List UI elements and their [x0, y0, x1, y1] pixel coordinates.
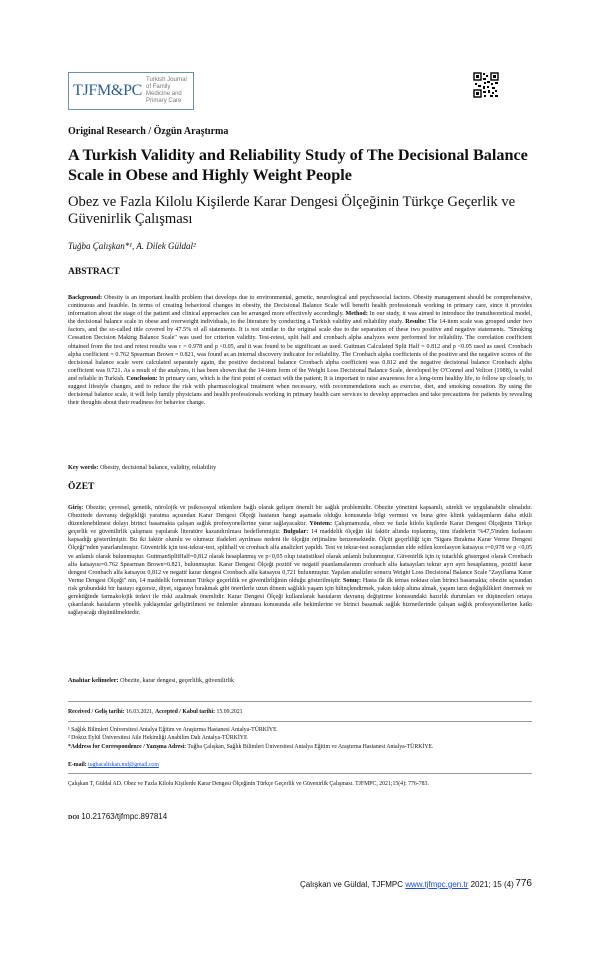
ozet-body	[68, 504, 532, 617]
footer	[300, 880, 532, 889]
divider	[68, 721, 532, 722]
giris-label: Giriş:	[68, 505, 84, 511]
keywords-tr	[68, 677, 234, 684]
giris-text: Obezite; çevresel, genetik, nörolojik ve psikososyal etkenlere bağlı olarak gelişen önemli bir sağlık problemidir. Obezite yönetimi kapsamlı, sürekli ve uygulanabilir olmalıdır. Obezitede davranış değişikliği yaratma açısından Karar Dengesi Ölçeği hastanın hangi aşamada olduğu konusunda bilgi vermesi ve buna göre klinik yaklaşımların daha etkili düzenlenebilmesi dolayı birinci basamakta çalışan sağlık profesyonellerine yarar sağlayacaktır.	[68, 505, 532, 528]
bulgular-label: Bulgular:	[283, 529, 309, 536]
email-link[interactable]: tugbacaliskan.md@gmail.com	[88, 762, 159, 768]
correspondence-text: Tuğba Çalışkan, Sağlık Bilimleri Üniversitesi Antalya Eğitim ve Araştırma Hastanesi Antalya-TÜRKİYE.	[187, 744, 434, 750]
affiliation-2: ² Dokuz Eylül Üniversitesi Aile Hekimliği Anabilim Dalı Antalya-TÜRKİYE	[68, 735, 248, 741]
email-label: E-mail:	[68, 762, 87, 768]
sonuc-label: Sonuç:	[343, 577, 361, 584]
page-number: 776	[515, 878, 532, 889]
results-label: Results:	[405, 319, 427, 326]
title-english: A Turkish Validity and Reliability Study of The Decisional Balance Scale in Obese and Highly Weight People	[68, 146, 528, 184]
keywords-text: Obesity, decisional balance, validity, reliability	[99, 464, 217, 471]
keywords-label: Key words:	[68, 464, 99, 471]
authors: Tuğba Çalışkan*¹, A. Dilek Güldal²	[68, 241, 196, 251]
correspondence	[68, 744, 532, 752]
received-label: Received / Geliş tarihi:	[68, 709, 125, 715]
title-turkish: Obez ve Fazla Kilolu Kişilerde Karar Dengesi Ölçeğinin Türkçe Geçerlik ve Güvenirlik Çalışması	[68, 194, 516, 227]
logo-subtitle: Turkish Journal of Family Medicine and Primary Care	[146, 77, 187, 104]
doi-value[interactable]: 10.21763/tjfmpc.897814	[81, 812, 168, 821]
logo-brand: TJFM&PC	[73, 82, 143, 99]
abstract-body	[68, 294, 532, 407]
yontem-label: Yöntem:	[309, 521, 333, 528]
article-type: Original Research / Özgün Araştırma	[68, 126, 229, 137]
correspondence-label: *Address for Correspondence / Yazışma Adresi:	[68, 744, 187, 750]
keywords-en	[68, 464, 216, 471]
accepted-label: Accepted / Kabul tarihi:	[154, 709, 216, 715]
sonuc-text: Hasta ile ilk temas noktası olan birinci basamakta; obezite açısından risk grubundaki bir hastayı egzersiz, diyet, sigarayı bırakmak gibi önerilerle uzun dönem sağlıklı yaşam için bilinçlendirmek, yakın takip altına almak, yaşam tarzı değişiklikleri önermek ve gerektiğinde farmakolojik tedavi ile riski azaltmak önemlidir. Karar Dengesi Ölçeği kullanılarak hastaların davranış değiştirme konusundaki hazırlık durumları ve düşünceleri ortaya çıkarılarak hastaların yönelik yaklaşımlar geliştirilmesi ve önlemler alınması konusunda aile hekimlerine ve birinci basamak sağlık hizmetlerinde çalışan sağlık profesyonellerine katkı sağlayacağı düşünülmektedir.	[68, 577, 532, 617]
dates	[68, 709, 532, 717]
background-text: Obesity is an important health problem that develops due to environmental, genetic, neurological and psychosocial factors. Obesity management should be comprehensive, continuous and feasible. In terms of creating behavioral changes in obesity, the Decisional Balance Scale will benefit health professionals working in primary care, since it provides information about the stage of the patient and clinical approaches can be arranged more effectively accordingly.	[68, 295, 532, 318]
divider	[68, 701, 532, 702]
method-text: In our study, it was aimed to introduce the transtheoretical model, the decisional balance scale in obese and overweight individuals, to the literature by conducting a Turkish validity and reliability study.	[68, 311, 532, 326]
results-text: The 14-item scale was grouped under two factors, and the so-called title covered by 47.5% of all statements. It is not similar to the original scale due to the separation of these two positive and negative statements. "Smoking Cessation Decision Making Balance Scale" was used for criterion validity. Test-retest, split half and cronbach alpha analyzes were performed for reliability. The correlation coefficient obtained from the test and retest results was r = 0.978 and p <0.05, and it was found to be significant as used. Guttman Calculated Split Half = 0.812 and p <0.05 used as used. Cronbach alpha coefficient = 0.762 Spearman Brown = 0.821, was found as an internal discovery indicator for reliability. The Cronbach alpha coefficients of the positive and the negative scores of the decisional balance scale were calculated separately again, the positive decisional balance Cronbach alpha coefficient was 0.812 and the negative decisional balance Cronbach alpha coefficient was 0.721. As a result of the analyzes, it has been shown that the 14-item form of the Weight Loss Decisional Balance Scale, developed by O'Connel and Velicer (1988), is valid and reliable in Turkish.	[68, 319, 532, 382]
received-date: 16.03.2021,	[125, 709, 154, 715]
email	[68, 762, 532, 770]
footer-prefix: Çalışkan ve Güldal, TJFMPC	[300, 880, 403, 889]
accepted-date: 15.09.2021	[216, 709, 243, 715]
citation: Çalışkan T, Güldal AD. Obez ve Fazla Kilolu Kişilerde Karar Dengesi Ölçeğinin Türkçe Geçerlik ve Güvenirlik Çalışması. TJFMPC, 2021;15(4): 776-783.	[68, 781, 429, 787]
background-label: Background:	[68, 295, 103, 301]
anahtar-text: Obezite, karar dengesi, geçerlilik, güvenilirlik	[120, 677, 235, 684]
qr-code-icon	[473, 72, 499, 98]
divider	[68, 773, 532, 774]
yontem-text: Çalışmamızda, obez ve fazla kilolu kişilerde Karar Dengesi Ölçeğinin Türkçe geçerlik ve güvenilirlik çalışması yapılarak literatüre kazandırılması hedeflenmiştir.	[68, 521, 532, 536]
anahtar-label: Anahtar kelimeler:	[68, 677, 119, 684]
journal-logo	[68, 72, 194, 110]
doi	[68, 812, 167, 821]
footer-suffix: 2021; 15 (4)	[470, 880, 514, 889]
conclusion-text: In primary care, which is the first point of contact with the patient; It is important to raise awareness for a long-term healthy life, to follow up closely, to suggest lifestyle changes, and to reduce the risk with pharmacological treatment when necessary, with recommendations such as exercise, diet, and smoking cessation. By using the decisional balance scale, it will help family physicians and health professionals working in primary health care services to develop approaches and take precautions for patients by revealing their thoughts about their readiness for behavior change.	[68, 375, 532, 407]
ozet-heading: ÖZET	[68, 482, 95, 492]
doi-label: DOI	[68, 815, 80, 821]
method-label: Method:	[345, 311, 368, 318]
affiliation-1: ¹ Sağlık Bilimleri Üniversitesi Antalya Eğitim ve Araştırma Hastanesi Antalya-TÜRKİYE	[68, 727, 277, 733]
bulgular-text: 14 maddelik ölçeğin iki faktör altında toplanmış, tüm ifadelerin %47,5'inden fazlasını kapsadığı gösterilmiştir. Bu iki faktör olumlu ve olumsuz ifadeleri ayrılması nedeni ile ölçeğin orijinaline benzemektedir. Ölçüt geçerliliği için "Sigara Bırakma Karar Verme Dengesi Ölçeği"nden yararlanılmıştır. Güvenirlik için test-tekrar-test, splithalf ve cronbach alfa analizleri yapıldı. Test ve tekrar-test sonuçlarından elde edilen korelasyon katsayısı r=0,978 ve p <0,05 ve anlamlı olarak bulunmuştur. GuttmanSplitHalf=0,812 olarak hesaplanmış ve p<0,05 olup istatistiksel olarak anlamlı bulunmuştur. Güvenirlik için iç tutarlılık göstergesi olarak Cronbach alfa katsayısı=0.762 Spearman Brown=0.821, bulunmuştur. Karar Dengesi Ölçeği pozitif ve negatif puanlamalarının cronbach alfa katsayıları tekrar ayrı ayrı hesaplanmış, pozitif karar dengesi Cronbach alfa katsayısı 0,812 ve negatif karar dengesi Cronbach alfa katsayısı 0,721 bulunmuştur. Yapılan analizler sonucu Weight Loss Decisional Balance Scale "Zayıflama Karar Verme Dengesi Ölçeği" nin, 14 maddelik formunun Türkçe geçerlilik ve güvenilirliğinin olduğu gösterilmiştir.	[68, 529, 532, 584]
conclusion-label: Conclusion:	[126, 375, 158, 382]
abstract-heading: ABSTRACT	[68, 267, 120, 277]
footer-url[interactable]: www.tjfmpc.gen.tr	[405, 880, 469, 889]
